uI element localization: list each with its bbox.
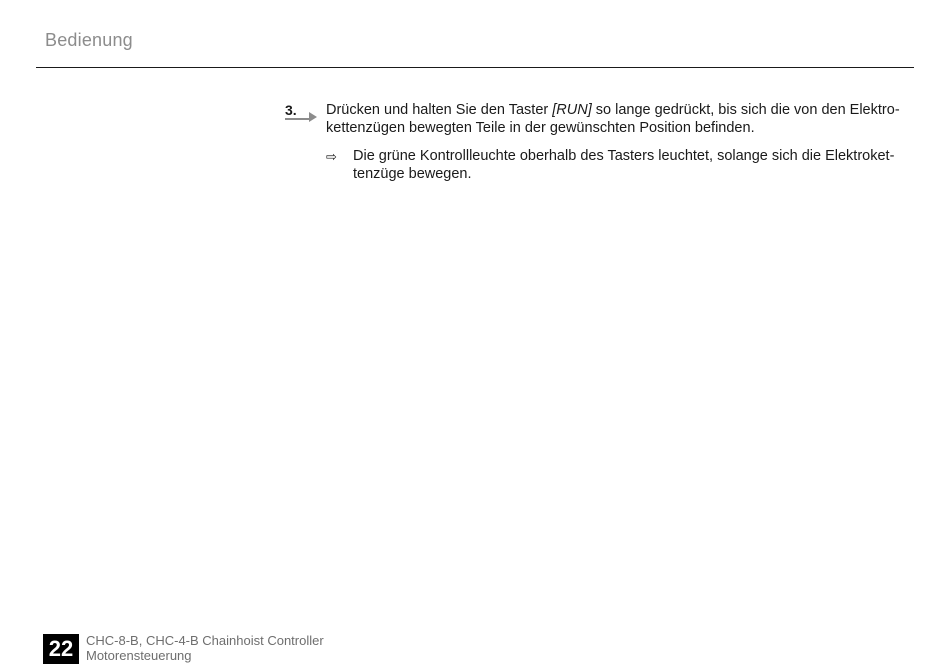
step-number: 3. <box>285 102 297 118</box>
header-rule <box>36 67 914 68</box>
instruction-step <box>285 101 915 137</box>
step-arrow-icon <box>285 109 319 123</box>
footer-subtitle: Motorensteuerung <box>86 648 192 663</box>
page-number: 22 <box>43 634 79 664</box>
step-marker <box>285 101 321 123</box>
result-arrow-icon: ⇨ <box>326 149 337 164</box>
result-item <box>326 147 916 183</box>
section-title: Bedienung <box>45 30 133 50</box>
step-text-after: so lange gedrückt, bis sich die von den Elektrokettenzügen bewegten Teile in der gewünschten Position befinden. <box>326 102 900 136</box>
step-text-before: Drücken und halten Sie den Taster <box>326 102 553 118</box>
footer-product-name: CHC-8-B, CHC-4-B Chainhoist Controller <box>86 633 324 648</box>
run-button-reference: [RUN] <box>552 102 592 118</box>
step-text <box>326 101 915 137</box>
result-text: Die grüne Kontrollleuchte oberhalb des Tasters leuchtet, solange sich die Elektrokettenzüge bewegen. <box>353 148 895 182</box>
